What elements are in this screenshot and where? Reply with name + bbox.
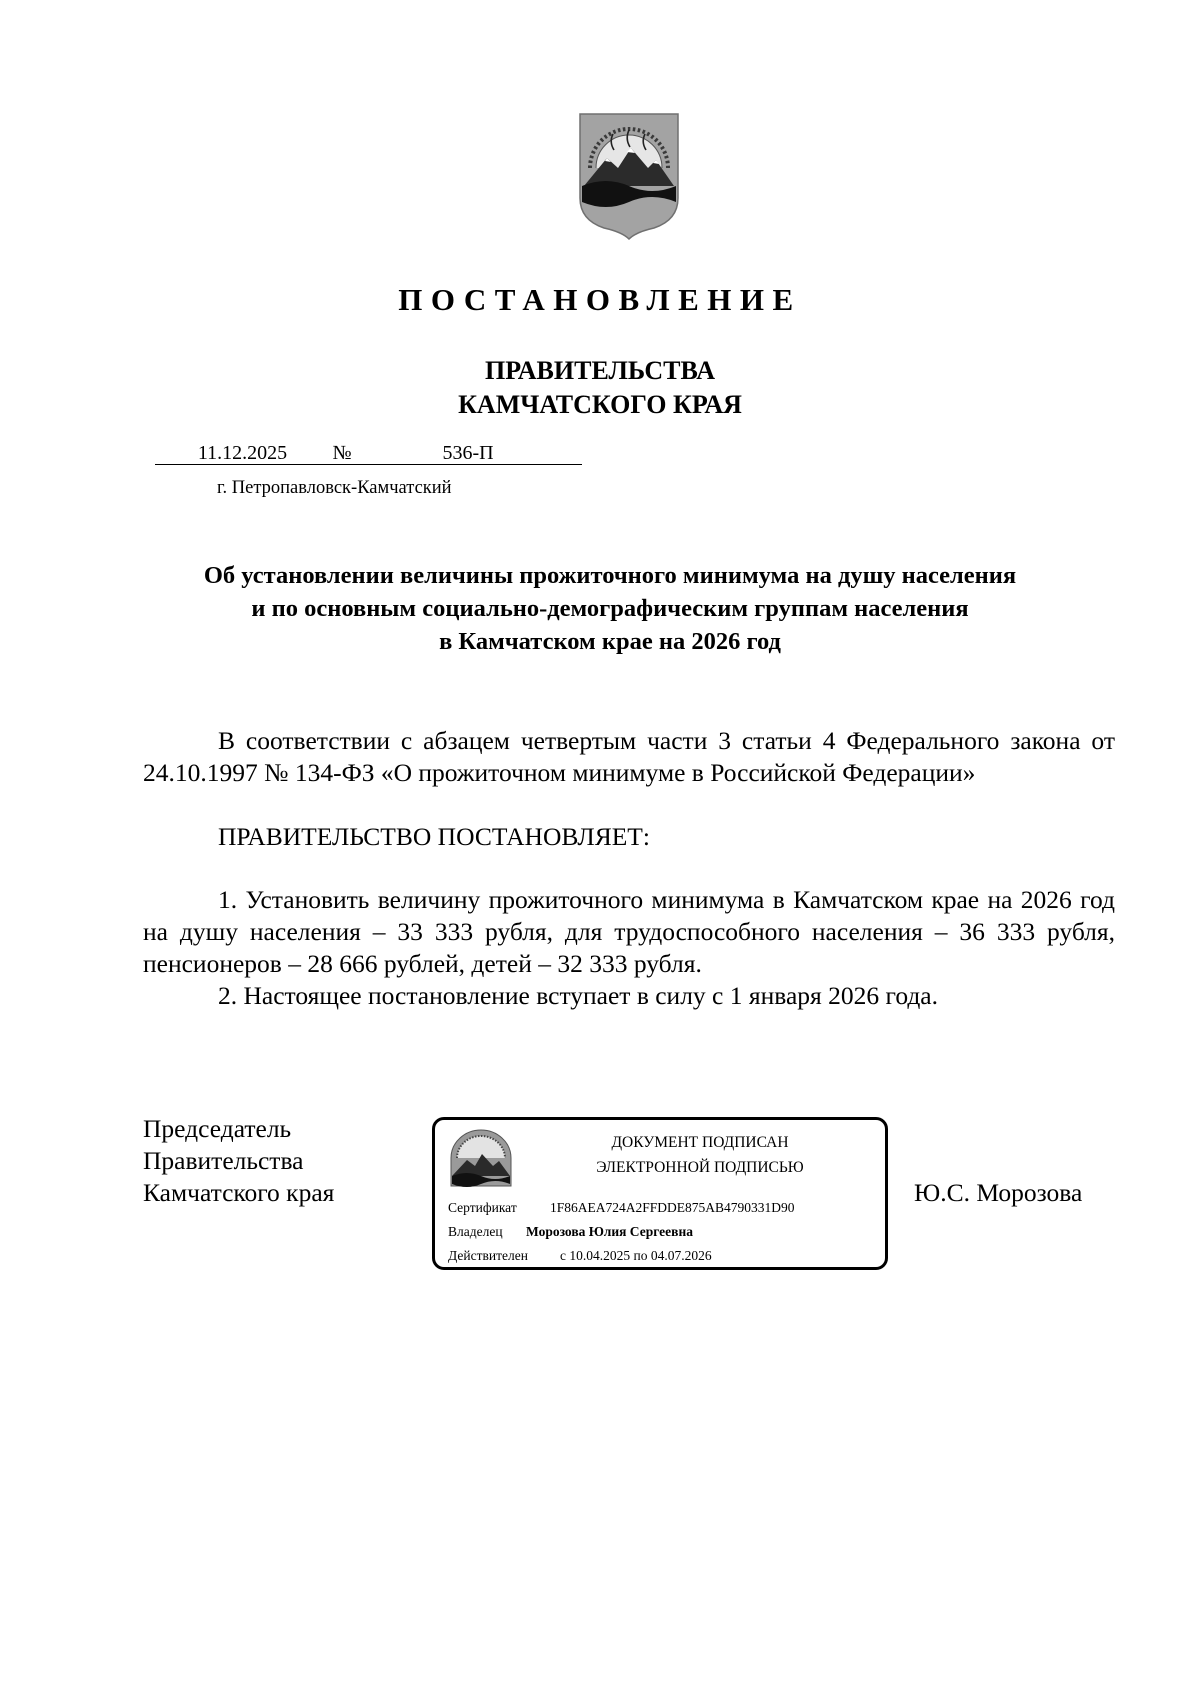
resolution-heading: ПРАВИТЕЛЬСТВО ПОСТАНОВЛЯЕТ: bbox=[218, 822, 650, 851]
document-city: г. Петропавловск-Камчатский bbox=[217, 478, 452, 498]
stamp-title-line-1: ДОКУМЕНТ ПОДПИСАН bbox=[611, 1134, 789, 1151]
owner-label: Владелец bbox=[448, 1224, 503, 1239]
title-line-1: Об установлении величины прожиточного минимума на душу населения bbox=[203, 562, 1017, 589]
issuer-name bbox=[0, 354, 1200, 422]
validity-label: Действителен bbox=[448, 1248, 528, 1263]
position-line-3: Камчатского края bbox=[143, 1178, 335, 1207]
issuer-line-2: КАМЧАТСКОГО КРАЯ bbox=[458, 390, 742, 419]
resolution-item-1: 1. Установить величину прожиточного минимума в Камчатском крае на 2026 год на душу населения – 33 333 рубля, для трудоспособного населения – 36 333 рубля, пенсионеров – 28 666 рублей, детей – 32 333 рубля. bbox=[143, 885, 1115, 978]
issuer-line-1: ПРАВИТЕЛЬСТВА bbox=[485, 356, 715, 385]
position-line-2: Правительства bbox=[143, 1146, 304, 1175]
signatory-name: Ю.С. Морозова bbox=[914, 1178, 1083, 1207]
position-line-1: Председатель bbox=[143, 1114, 292, 1143]
coat-of-arms-icon bbox=[576, 112, 682, 240]
document-title bbox=[130, 559, 1090, 658]
date-number-line bbox=[155, 442, 582, 465]
coat-of-arms-icon bbox=[449, 1128, 513, 1188]
preamble-paragraph: В соответствии с абзацем четвертым части 3 статьи 4 Федерального закона от 24.10.1997 № 134-ФЗ «О прожиточном минимуме в Российской Федерации» bbox=[143, 726, 1115, 787]
document-number: 536-П bbox=[354, 442, 582, 465]
certificate-label: Сертификат bbox=[448, 1200, 517, 1215]
document-type: ПОСТАНОВЛЕНИЕ bbox=[398, 282, 802, 317]
title-line-3: в Камчатском крае на 2026 год bbox=[439, 628, 781, 655]
stamp-title-line-2: ЭЛЕКТРОННОЙ ПОДПИСЬЮ bbox=[596, 1159, 804, 1176]
certificate-value: 1F86AEA724A2FFDDE875AB4790331D90 bbox=[550, 1200, 795, 1215]
number-sign: № bbox=[330, 442, 354, 465]
validity-value: с 10.04.2025 по 04.07.2026 bbox=[560, 1248, 712, 1263]
owner-value: Морозова Юлия Сергеевна bbox=[526, 1224, 693, 1239]
title-line-2: и по основным социально-демографическим группам населения bbox=[251, 595, 969, 622]
electronic-signature-stamp bbox=[432, 1117, 888, 1270]
resolution-item-2: 2. Настоящее постановление вступает в силу с 1 января 2026 года. bbox=[218, 981, 939, 1010]
signatory-position bbox=[143, 1113, 334, 1209]
document-date: 11.12.2025 bbox=[155, 442, 330, 465]
